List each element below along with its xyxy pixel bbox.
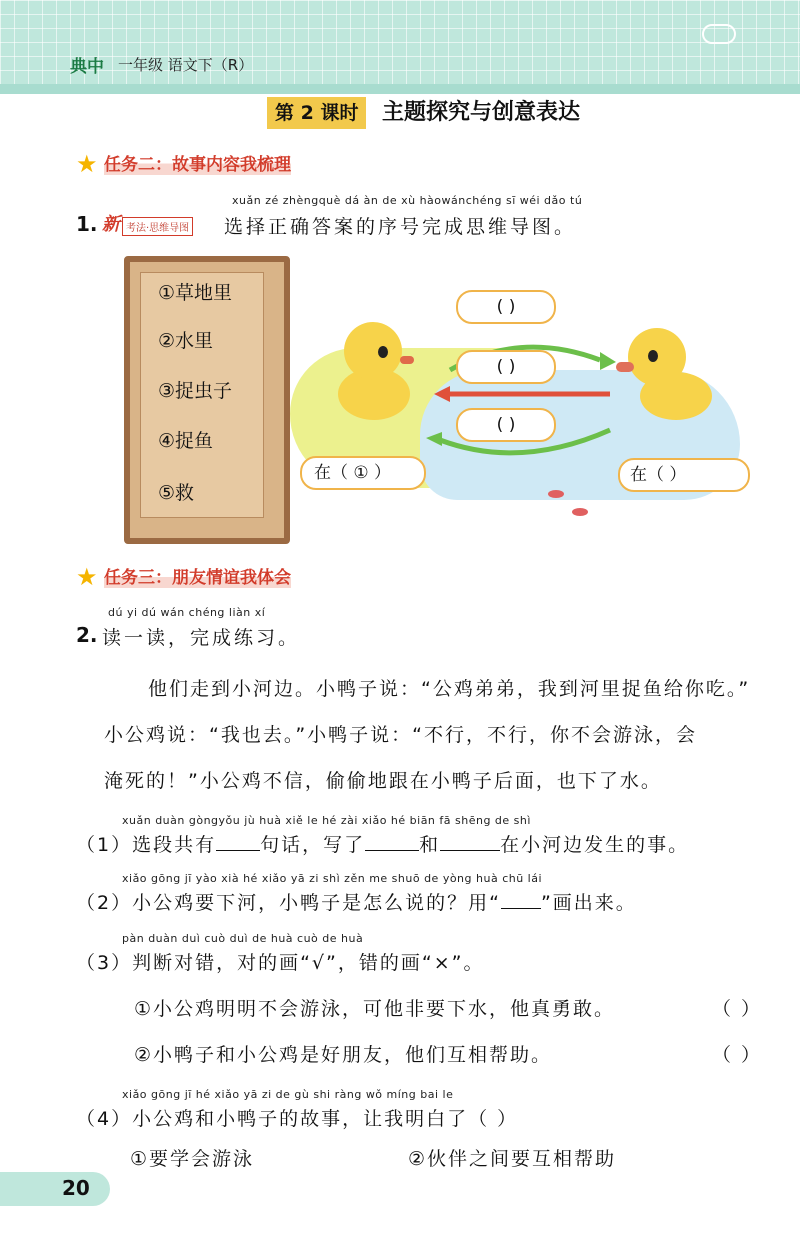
star-icon: ★ [76,150,98,178]
header-band [0,0,800,92]
sub3-pinyin: pàn duàn duì cuò duì de huà cuò de huà [122,932,364,945]
chick-eye [378,346,388,358]
fish-icon [548,490,564,498]
passage-line-1: 他们走到小河边。小鸭子说：“公鸡弟弟，我到河里捉鱼给你吃。” [148,678,751,700]
sub3-item-2: ②小鸭子和小公鸡是好朋友，他们互相帮助。 [134,1044,553,1066]
option-1: ①草地里 [158,282,233,304]
arrow-head-icon [434,386,450,402]
q2-number: 2. [76,623,98,647]
sub4-question: （4）小公鸡和小鸭子的故事，让我明白了（ ） [76,1108,519,1130]
option-5: ⑤救 [158,482,195,504]
sub4-option-2: ②伙伴之间要互相帮助 [408,1148,617,1170]
book-logo: 典中 [70,57,104,77]
q1-pinyin: xuǎn zé zhèngquè dá àn de xù hàowánchéng sī wéi dǎo tú [232,194,583,207]
sub1-blank-count[interactable] [216,832,260,851]
sub1-part-1: （1）选段共有 [76,834,217,856]
sub2-part-2: ”画出来。 [540,892,637,914]
star-icon: ★ [76,563,98,591]
sub3-bracket-1[interactable]: （ ） [712,998,763,1020]
arrow-head-icon [426,432,442,446]
sub1-part-2: 句话，写了 [260,834,366,856]
chick-head [344,322,402,380]
grade-label: 一年级 语文下（R） [118,56,254,74]
duckling-location-box[interactable]: 在（ ） [618,458,750,492]
mindmap-blank-3[interactable]: ( ) [456,408,556,442]
chick-location-box: 在（ ① ） [300,456,426,490]
option-2: ②水里 [158,330,214,352]
page-number: 20 [62,1176,90,1200]
passage-line-3: 淹死的！”小公鸡不信，偷偷地跟在小鸭子后面，也下了水。 [104,770,662,792]
new-label: 新 [102,214,120,235]
sub3-item-1: ①小公鸡明明不会游泳，可他非要下水，他真勇敢。 [134,998,616,1020]
duckling-eye [648,350,658,362]
option-4: ④捉鱼 [158,430,214,452]
sub1-blank-who-2[interactable] [440,832,500,851]
mindmap-blank-2[interactable]: ( ) [456,350,556,384]
fish-icon [572,508,588,516]
q2-text: 读一读，完成练习。 [102,627,301,649]
sub4-option-1: ①要学会游泳 [130,1148,255,1170]
sub3-question: （3）判断对错，对的画“√”，错的画“×”。 [76,952,485,974]
arrow-head-icon [600,352,616,370]
sub2-part-1: （2）小公鸡要下河，小鸭子是怎么说的？用“ [76,892,501,914]
sub1-part-4: 在小河边发生的事。 [500,834,690,856]
sub2-question [76,888,637,915]
mindmap-blank-1[interactable]: ( ) [456,290,556,324]
option-3: ③捉虫子 [158,380,233,402]
sub4-pinyin: xiǎo gōng jī hé xiǎo yā zi de gù shi ràng wǒ míng bai le [122,1088,454,1101]
lesson-number: 第 2 课时 [267,97,366,129]
mindmap-tag: 考法·思维导图 [122,217,193,236]
sub1-part-3: 和 [419,834,441,856]
task3-title: 任务三：朋友情谊我体会 [104,563,291,588]
q1-number: 1. [76,212,98,236]
q1-text: 选择正确答案的序号完成思维导图。 [224,216,577,238]
lesson-title: 主题探究与创意表达 [382,100,581,125]
chick-beak [400,356,414,364]
page-number-tab [0,1172,110,1206]
sub2-pinyin: xiǎo gōng jī yào xià hé xiǎo yā zi shì zěn me shuō de yòng huà chū lái [122,872,543,885]
header-band-edge [0,84,800,94]
passage-line-2: 小公鸡说：“我也去。”小鸭子说：“不行，不行，你不会游泳，会 [104,724,698,746]
task2-title: 任务二：故事内容我梳理 [104,150,291,175]
cloud-icon [702,24,736,44]
sub1-pinyin: xuǎn duàn gòngyǒu jù huà xiě le hé zài xiǎo hé biān fā shēng de shì [122,814,531,827]
sub2-line-sample [501,890,541,909]
sub1-blank-who-1[interactable] [365,832,419,851]
q2-pinyin: dú yi dú wán chéng liàn xí [108,606,266,619]
sub1-question [76,830,689,857]
sub3-bracket-2[interactable]: （ ） [712,1044,763,1066]
